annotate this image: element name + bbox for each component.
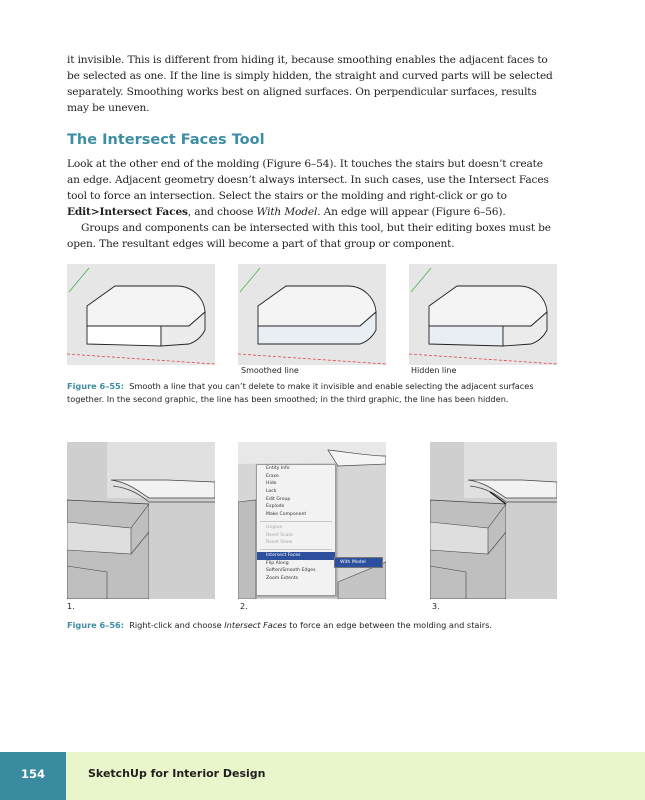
menu-item-make-component[interactable]: Make Component bbox=[266, 512, 307, 518]
figure-56-caption-italic: Intersect Faces bbox=[224, 620, 287, 630]
menu-item-lock[interactable]: Lock bbox=[266, 489, 277, 495]
figure-56-sublabel-1: 1. bbox=[67, 602, 75, 611]
menu-item-entity-info[interactable]: Entity Info bbox=[266, 466, 290, 471]
figure-55-image-1 bbox=[67, 264, 215, 365]
figure-55-caption bbox=[67, 380, 567, 406]
figure-56-caption-post: to force an edge between the molding and stairs. bbox=[286, 620, 492, 630]
paragraph-two-part2: , and choose bbox=[187, 206, 257, 218]
figure-55-image-2 bbox=[238, 264, 386, 365]
figure-55-image-3 bbox=[409, 264, 557, 365]
figure-56-caption-label: Figure 6–56: bbox=[67, 620, 124, 630]
book-title: SketchUp for Interior Design bbox=[88, 767, 266, 780]
menu-separator bbox=[260, 549, 332, 550]
menu-item-edit-group[interactable]: Edit Group bbox=[266, 496, 291, 502]
submenu-with-model[interactable]: With Model bbox=[334, 557, 383, 568]
with-model-option: With Model bbox=[256, 206, 318, 218]
menu-item-explode[interactable]: Explode bbox=[266, 504, 285, 510]
menu-command: Edit>Intersect Faces bbox=[67, 206, 188, 218]
paragraph-intro: it invisible. This is different from hiding it, because smoothing enables the adjacent faces to be selected as one. If the line is simply hidden, the straight and curved parts will be selected separately. Smoothing works best on aligned surfaces. On perpendicular surfaces, results may be uneven. bbox=[67, 54, 553, 114]
figure-55-caption-text: Smooth a line that you can’t delete to make it invisible and enable selecting the adjacent surfaces together. In the second graphic, the line has been smoothed; in the third graphic, the line has been hidden. bbox=[67, 381, 534, 404]
paragraph-two-part3: . An edge will appear (Figure 6–56). bbox=[317, 206, 506, 218]
section-heading: The Intersect Faces Tool bbox=[67, 132, 265, 148]
menu-item-erase[interactable]: Erase bbox=[266, 473, 279, 479]
menu-item-zoom-extents[interactable]: Zoom Extents bbox=[266, 575, 299, 581]
menu-item-reset-scale: Reset Scale bbox=[266, 532, 293, 538]
figure-56-sublabel-3: 3. bbox=[432, 602, 440, 611]
figure-55-sublabel-hidden: Hidden line bbox=[411, 366, 457, 375]
context-menu bbox=[256, 464, 336, 596]
menu-item-flip-along[interactable]: Flip Along bbox=[266, 560, 289, 566]
figure-56-sublabel-2: 2. bbox=[240, 602, 248, 611]
paragraph-two-part1: Look at the other end of the molding (Figure 6–54). It touches the stairs but doesn’t create an edge. Adjacent geometry doesn’t always intersect. In such cases, use the Intersect Faces tool to force an intersection. Select the stairs or the molding and right-click or go to bbox=[67, 158, 549, 202]
menu-item-reset-skew: Reset Skew bbox=[266, 540, 293, 546]
figure-56-caption bbox=[67, 619, 567, 632]
figure-56-caption-pre: Right-click and choose bbox=[129, 620, 225, 630]
figure-56-image-3 bbox=[430, 442, 557, 599]
page-number: 154 bbox=[0, 752, 66, 800]
menu-item-soften-smooth-edges[interactable]: Soften/Smooth Edges bbox=[266, 568, 316, 574]
menu-item-hide[interactable]: Hide bbox=[266, 481, 277, 487]
figure-55-sublabel-smoothed: Smoothed line bbox=[241, 366, 299, 375]
paragraph-three: Groups and components can be intersected with this tool, but their editing boxes must be open. The resultant edges will become a part of that group or component. bbox=[67, 222, 551, 250]
menu-item-unglue: Unglue bbox=[266, 524, 283, 530]
menu-item-intersect-faces[interactable]: Intersect Faces bbox=[257, 552, 335, 560]
menu-separator bbox=[260, 521, 332, 522]
figure-56-image-1 bbox=[67, 442, 215, 599]
paragraph-two bbox=[67, 156, 557, 220]
figure-55-caption-label: Figure 6–55: bbox=[67, 381, 124, 391]
